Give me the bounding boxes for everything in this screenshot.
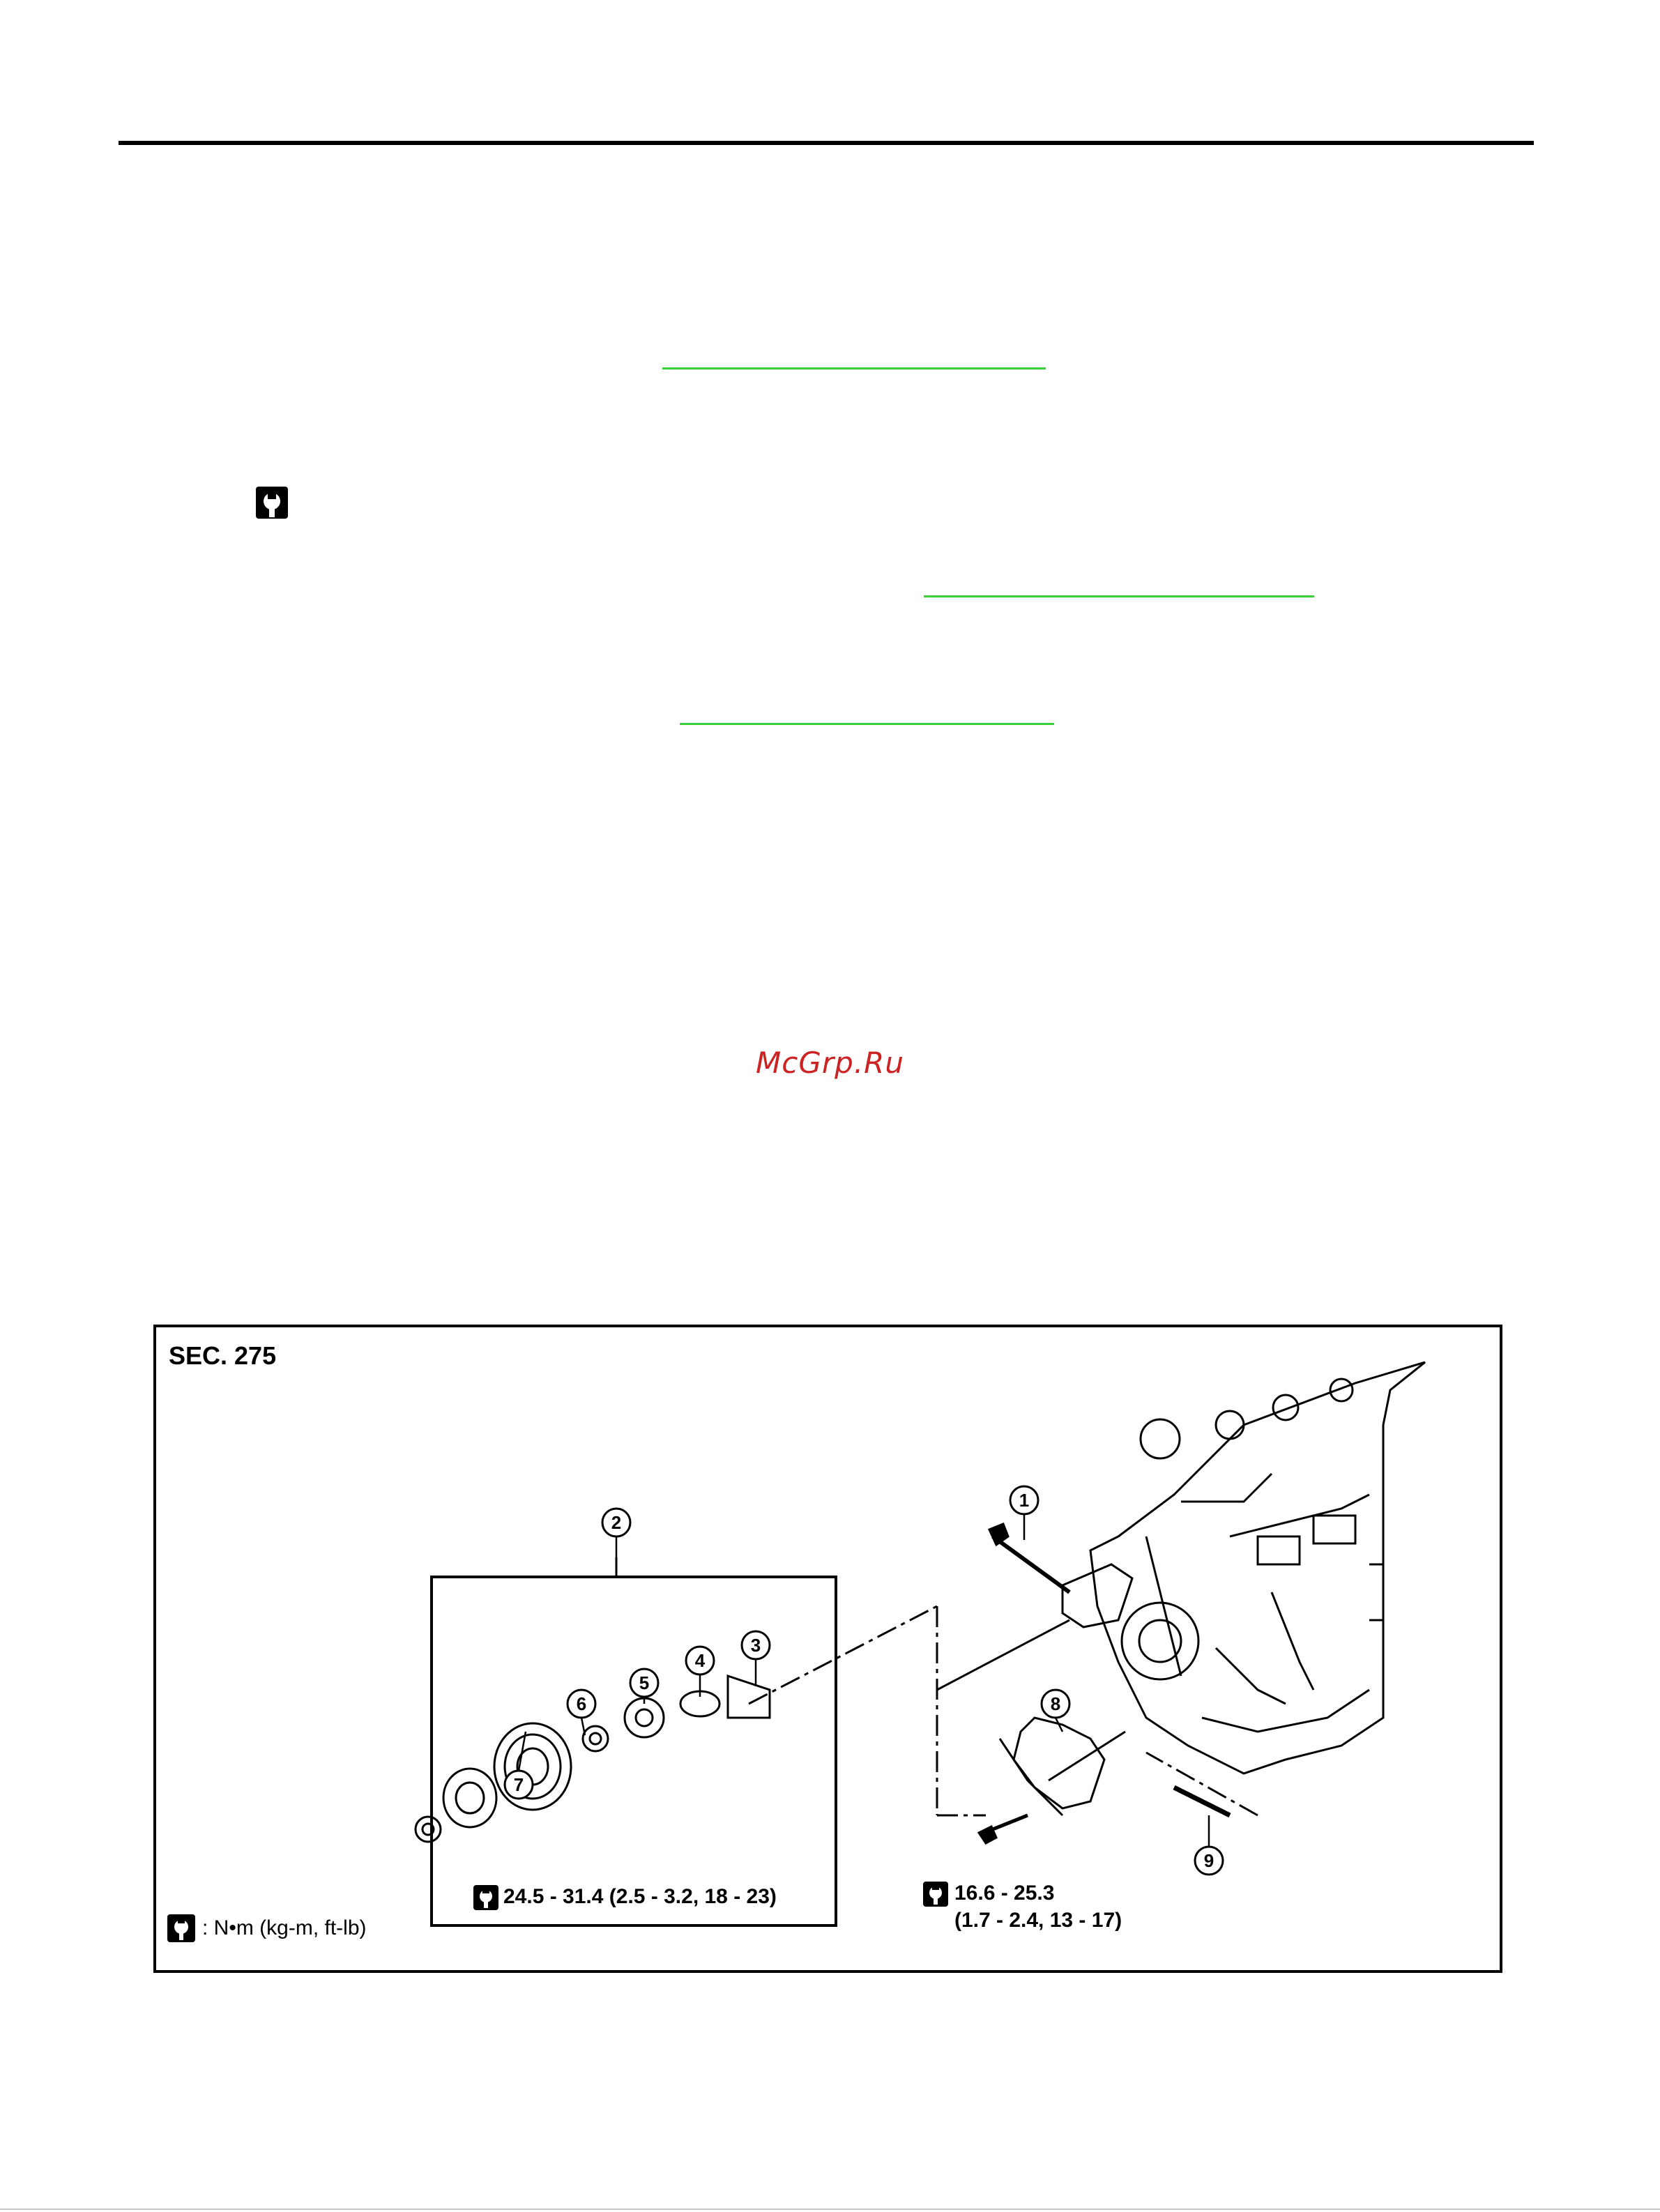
exploded-view-figure [153,1325,1502,1973]
reference-link-1[interactable] [662,367,1046,369]
torque-wrench-icon [254,485,289,520]
callout-5: 5 [639,1672,650,1693]
callout-8: 8 [1050,1693,1061,1714]
callout-6: 6 [576,1693,587,1714]
pulley-torque-spec: 24.5 - 31.4 (2.5 - 3.2, 18 - 23) [503,1885,777,1908]
callout-9: 9 [1203,1850,1214,1871]
header-rule [119,141,1534,145]
callout-1: 1 [1019,1490,1030,1511]
torque-units-legend: : N•m (kg-m, ft-lb) [202,1916,367,1939]
callout-4: 4 [694,1650,706,1671]
callout-3: 3 [750,1635,761,1656]
footer-rule [0,2209,1660,2210]
watermark: McGrp.Ru [756,1046,904,1080]
bracket-torque-spec-line2: (1.7 - 2.4, 13 - 17) [954,1909,1122,1932]
bracket-torque-spec-line1: 16.6 - 25.3 [954,1882,1055,1905]
callout-7: 7 [513,1774,524,1795]
section-label: SEC. 275 [169,1341,277,1370]
reference-link-2[interactable] [924,595,1314,597]
callout-2: 2 [611,1512,622,1533]
reference-link-3[interactable] [680,723,1054,725]
